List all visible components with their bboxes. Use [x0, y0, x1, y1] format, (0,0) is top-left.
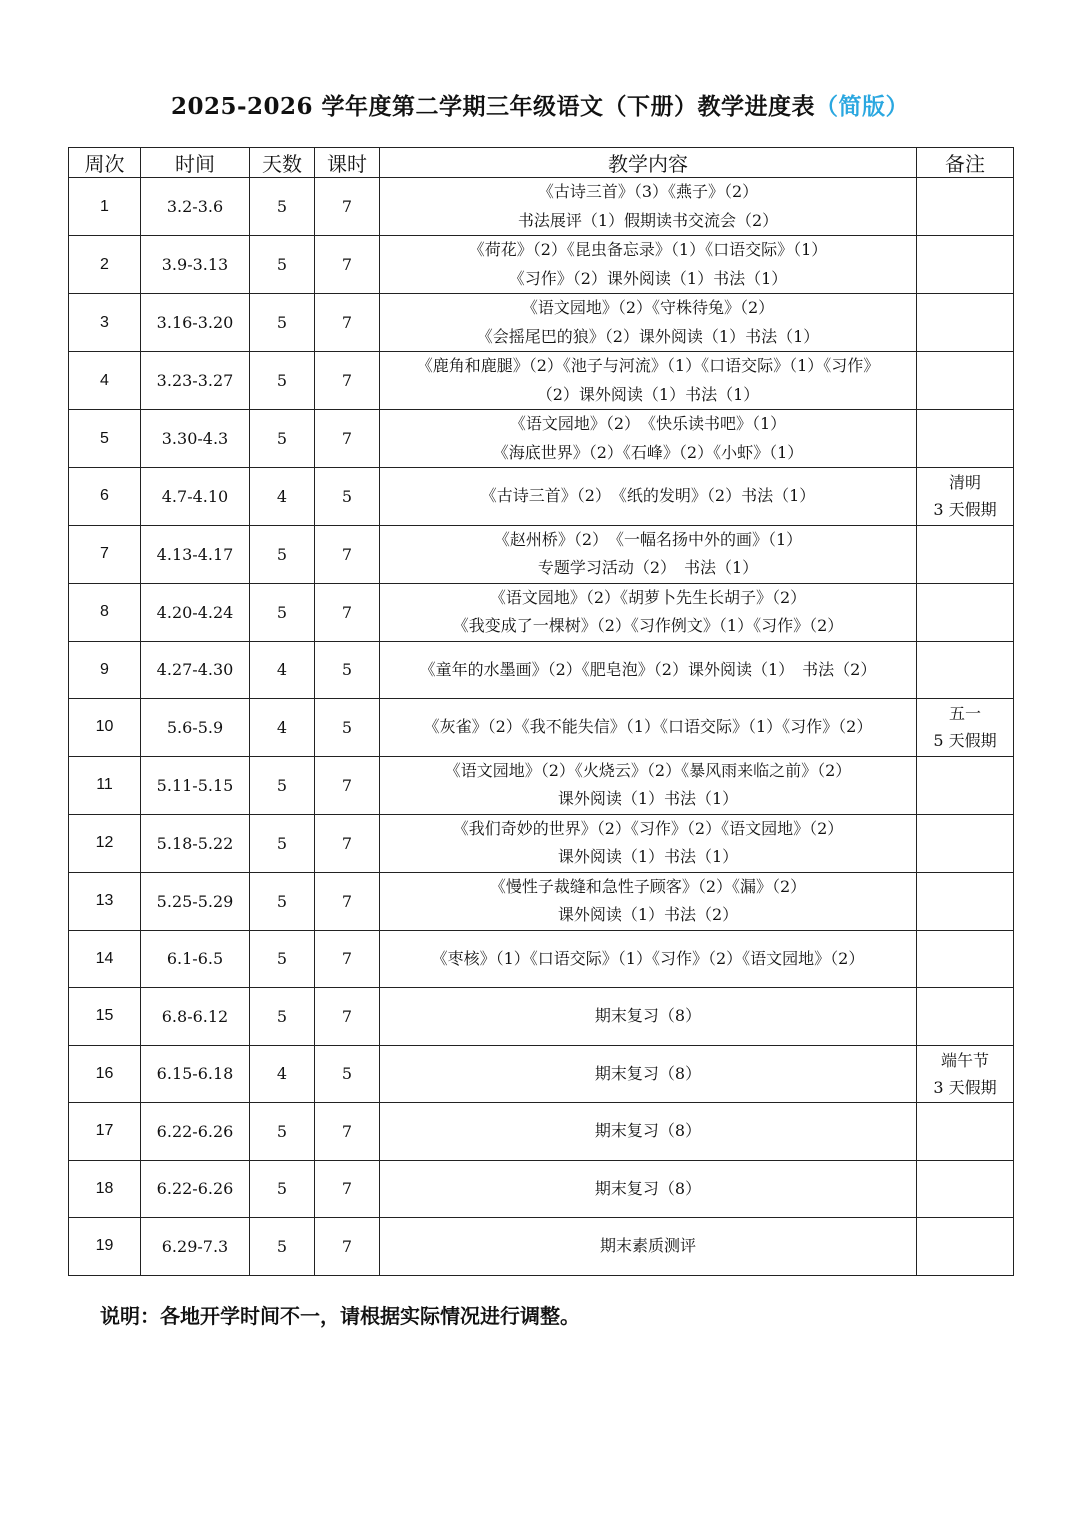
week-cell: 4	[69, 352, 141, 410]
hours-cell: 7	[315, 178, 380, 236]
header-note: 备注	[917, 148, 1014, 178]
note-cell	[917, 1045, 1014, 1103]
table-row	[69, 236, 1014, 294]
content-line: 期末复习（8）	[594, 1121, 702, 1140]
content-line: 期末复习（8）	[594, 1178, 702, 1198]
content-line: 《灰雀》（2）《我不能失信》（1）《口语交际》（1）《习作》（2）	[423, 717, 873, 736]
week-cell: 15	[69, 988, 141, 1046]
time-cell: 3.2-3.6	[141, 178, 250, 236]
hours-cell: 5	[315, 468, 380, 526]
week-cell: 5	[69, 410, 141, 468]
content-line: 《鹿角和鹿腿》（2）《池子与河流》（1）《口语交际》（1）《习作》	[416, 356, 880, 375]
hours-cell: 7	[315, 930, 380, 988]
content-line: 书法展评（1）假期读书交流会（2）	[517, 210, 779, 230]
note-cell	[917, 930, 1014, 988]
content-line: 《习作》（2）课外阅读（1）书法（1）	[508, 268, 788, 288]
days-cell: 5	[250, 410, 315, 468]
hours-cell: 7	[315, 525, 380, 583]
hours-cell: 7	[315, 583, 380, 641]
table-row	[69, 294, 1014, 352]
hours-cell: 7	[315, 236, 380, 294]
days-cell: 4	[250, 1045, 315, 1103]
table-row	[69, 410, 1014, 468]
week-cell: 13	[69, 872, 141, 930]
content-line: 《古诗三首》（3）《燕子》（2）	[537, 182, 759, 201]
header-hours: 课时	[315, 148, 380, 178]
time-cell: 5.11-5.15	[141, 756, 250, 814]
content-cell	[380, 178, 917, 236]
note-line: 端午节	[940, 1050, 989, 1070]
week-cell: 7	[69, 525, 141, 583]
content-line: 期末复习（8）	[594, 1063, 702, 1083]
note-cell	[917, 699, 1014, 757]
days-cell: 4	[250, 468, 315, 526]
table-row	[69, 1160, 1014, 1218]
week-cell: 10	[69, 699, 141, 757]
days-cell: 5	[250, 1160, 315, 1218]
hours-cell: 5	[315, 641, 380, 699]
title-highlight: （简版）	[815, 93, 910, 120]
time-cell: 3.23-3.27	[141, 352, 250, 410]
table-header-row	[69, 148, 1014, 178]
content-cell	[380, 468, 917, 526]
table-row	[69, 178, 1014, 236]
content-cell	[380, 1218, 917, 1276]
table-row	[69, 1218, 1014, 1276]
table-body	[69, 178, 1014, 1276]
note-line: 五一	[948, 704, 981, 724]
note-cell	[917, 1103, 1014, 1161]
note-line: 5 天假期	[933, 731, 997, 751]
content-line: 课外阅读（1）书法（1）	[557, 847, 739, 866]
week-cell: 2	[69, 236, 141, 294]
content-line: 《童年的水墨画》（2）《肥皂泡》（2）课外阅读（1） 书法（2）	[419, 659, 877, 679]
table-row	[69, 930, 1014, 988]
content-line: 课外阅读（1）书法（1）	[557, 789, 739, 808]
content-cell	[380, 756, 917, 814]
hours-cell: 7	[315, 1160, 380, 1218]
note-cell	[917, 814, 1014, 872]
content-cell	[380, 930, 917, 988]
time-cell: 4.13-4.17	[141, 525, 250, 583]
note-cell	[917, 872, 1014, 930]
days-cell: 5	[250, 525, 315, 583]
time-cell: 6.22-6.26	[141, 1160, 250, 1218]
week-cell: 18	[69, 1160, 141, 1218]
content-cell	[380, 236, 917, 294]
hours-cell: 7	[315, 988, 380, 1046]
days-cell: 5	[250, 294, 315, 352]
week-cell: 3	[69, 294, 141, 352]
hours-cell: 7	[315, 814, 380, 872]
hours-cell: 7	[315, 410, 380, 468]
page-title	[0, 88, 1080, 121]
content-cell	[380, 1103, 917, 1161]
content-line: 期末复习（8）	[594, 1006, 702, 1025]
footnote: 说明：各地开学时间不一，请根据实际情况进行调整。	[100, 1304, 580, 1328]
days-cell: 5	[250, 872, 315, 930]
table-row	[69, 352, 1014, 410]
content-line: 课外阅读（1）书法（2）	[557, 905, 739, 924]
days-cell: 4	[250, 641, 315, 699]
content-cell	[380, 583, 917, 641]
header-week: 周次	[69, 148, 141, 178]
note-cell	[917, 236, 1014, 294]
days-cell: 5	[250, 756, 315, 814]
days-cell: 5	[250, 930, 315, 988]
table-row	[69, 872, 1014, 930]
content-cell	[380, 641, 917, 699]
content-cell	[380, 294, 917, 352]
days-cell: 5	[250, 1103, 315, 1161]
header-days: 天数	[250, 148, 315, 178]
hours-cell: 7	[315, 872, 380, 930]
content-cell	[380, 872, 917, 930]
days-cell: 5	[250, 178, 315, 236]
days-cell: 4	[250, 699, 315, 757]
table-row	[69, 814, 1014, 872]
note-cell	[917, 583, 1014, 641]
content-line: 《海底世界》（2）《石峰》（2）《小虾》（1）	[492, 442, 804, 462]
note-cell	[917, 294, 1014, 352]
content-line: 《会摇尾巴的狼》（2）课外阅读（1）书法（1）	[476, 326, 820, 346]
note-cell	[917, 410, 1014, 468]
time-cell: 5.6-5.9	[141, 699, 250, 757]
content-line: 期末素质测评	[599, 1236, 696, 1255]
time-cell: 6.29-7.3	[141, 1218, 250, 1276]
header-time: 时间	[141, 148, 250, 178]
hours-cell: 7	[315, 294, 380, 352]
time-cell: 5.25-5.29	[141, 872, 250, 930]
content-line: 《我变成了一棵树》（2）《习作例文》（1）《习作》（2）	[452, 616, 844, 635]
content-line: （2）课外阅读（1）书法（1）	[536, 384, 760, 404]
content-line: 专题学习活动（2） 书法（1）	[537, 558, 759, 577]
note-cell	[917, 352, 1014, 410]
content-line: 《语文园地》（2） 《快乐读书吧》（1）	[509, 414, 787, 433]
week-cell: 14	[69, 930, 141, 988]
note-cell	[917, 1160, 1014, 1218]
time-cell: 4.27-4.30	[141, 641, 250, 699]
table-row	[69, 583, 1014, 641]
time-cell: 5.18-5.22	[141, 814, 250, 872]
title-main: 2025-2026 学年度第二学期三年级语文（下册）教学进度表	[170, 93, 816, 120]
note-line: 3 天假期	[933, 1077, 997, 1097]
content-cell	[380, 699, 917, 757]
hours-cell: 7	[315, 352, 380, 410]
content-line: 《赵州桥》（2） 《一幅名扬中外的画》（1）	[493, 529, 803, 549]
hours-cell: 7	[315, 1103, 380, 1161]
hours-cell: 5	[315, 1045, 380, 1103]
time-cell: 4.7-4.10	[141, 468, 250, 526]
table-row	[69, 1103, 1014, 1161]
content-cell	[380, 410, 917, 468]
hours-cell: 5	[315, 699, 380, 757]
time-cell: 3.9-3.13	[141, 236, 250, 294]
week-cell: 12	[69, 814, 141, 872]
note-cell	[917, 641, 1014, 699]
note-cell	[917, 525, 1014, 583]
time-cell: 6.22-6.26	[141, 1103, 250, 1161]
content-line: 《慢性子裁缝和急性子顾客》（2）《漏》（2）	[489, 876, 807, 896]
days-cell: 5	[250, 352, 315, 410]
days-cell: 5	[250, 988, 315, 1046]
content-line: 《荷花》（2）《昆虫备忘录》（1）《口语交际》（1）	[468, 240, 828, 259]
table-row	[69, 468, 1014, 526]
content-cell	[380, 525, 917, 583]
table-row	[69, 699, 1014, 757]
note-cell	[917, 988, 1014, 1046]
days-cell: 5	[250, 1218, 315, 1276]
content-line: 《语文园地》（2）《火烧云》（2）《暴风雨来临之前》（2）	[444, 760, 852, 780]
content-line: 《古诗三首》（2） 《纸的发明》（2）书法（1）	[480, 486, 816, 505]
table-row	[69, 1045, 1014, 1103]
content-line: 《语文园地》（2）《守株待兔》（2）	[521, 298, 775, 317]
hours-cell: 7	[315, 1218, 380, 1276]
table-row	[69, 525, 1014, 583]
note-line: 3 天假期	[933, 500, 997, 520]
time-cell: 6.1-6.5	[141, 930, 250, 988]
week-cell: 9	[69, 641, 141, 699]
time-cell: 6.8-6.12	[141, 988, 250, 1046]
note-cell	[917, 468, 1014, 526]
note-cell	[917, 756, 1014, 814]
note-cell	[917, 1218, 1014, 1276]
week-cell: 16	[69, 1045, 141, 1103]
time-cell: 3.16-3.20	[141, 294, 250, 352]
days-cell: 5	[250, 236, 315, 294]
content-line: 《我们奇妙的世界》（2）《习作》（2）《语文园地》（2）	[452, 818, 844, 838]
note-line: 清明	[948, 473, 981, 493]
table-row	[69, 988, 1014, 1046]
header-content: 教学内容	[380, 148, 917, 178]
time-cell: 4.20-4.24	[141, 583, 250, 641]
content-line: 《语文园地》（2）《胡萝卜先生长胡子》（2）	[489, 587, 807, 607]
note-cell	[917, 178, 1014, 236]
schedule-table	[68, 147, 1014, 1276]
content-cell	[380, 988, 917, 1046]
week-cell: 17	[69, 1103, 141, 1161]
content-line: 《枣核》（1）《口语交际》（1）《习作》（2）《语文园地》（2）	[431, 948, 865, 968]
content-cell	[380, 814, 917, 872]
content-cell	[380, 352, 917, 410]
week-cell: 6	[69, 468, 141, 526]
content-cell	[380, 1160, 917, 1218]
days-cell: 5	[250, 814, 315, 872]
time-cell: 3.30-4.3	[141, 410, 250, 468]
content-cell	[380, 1045, 917, 1103]
week-cell: 1	[69, 178, 141, 236]
days-cell: 5	[250, 583, 315, 641]
hours-cell: 7	[315, 756, 380, 814]
week-cell: 19	[69, 1218, 141, 1276]
week-cell: 8	[69, 583, 141, 641]
table-row	[69, 756, 1014, 814]
time-cell: 6.15-6.18	[141, 1045, 250, 1103]
table-row	[69, 641, 1014, 699]
week-cell: 11	[69, 756, 141, 814]
